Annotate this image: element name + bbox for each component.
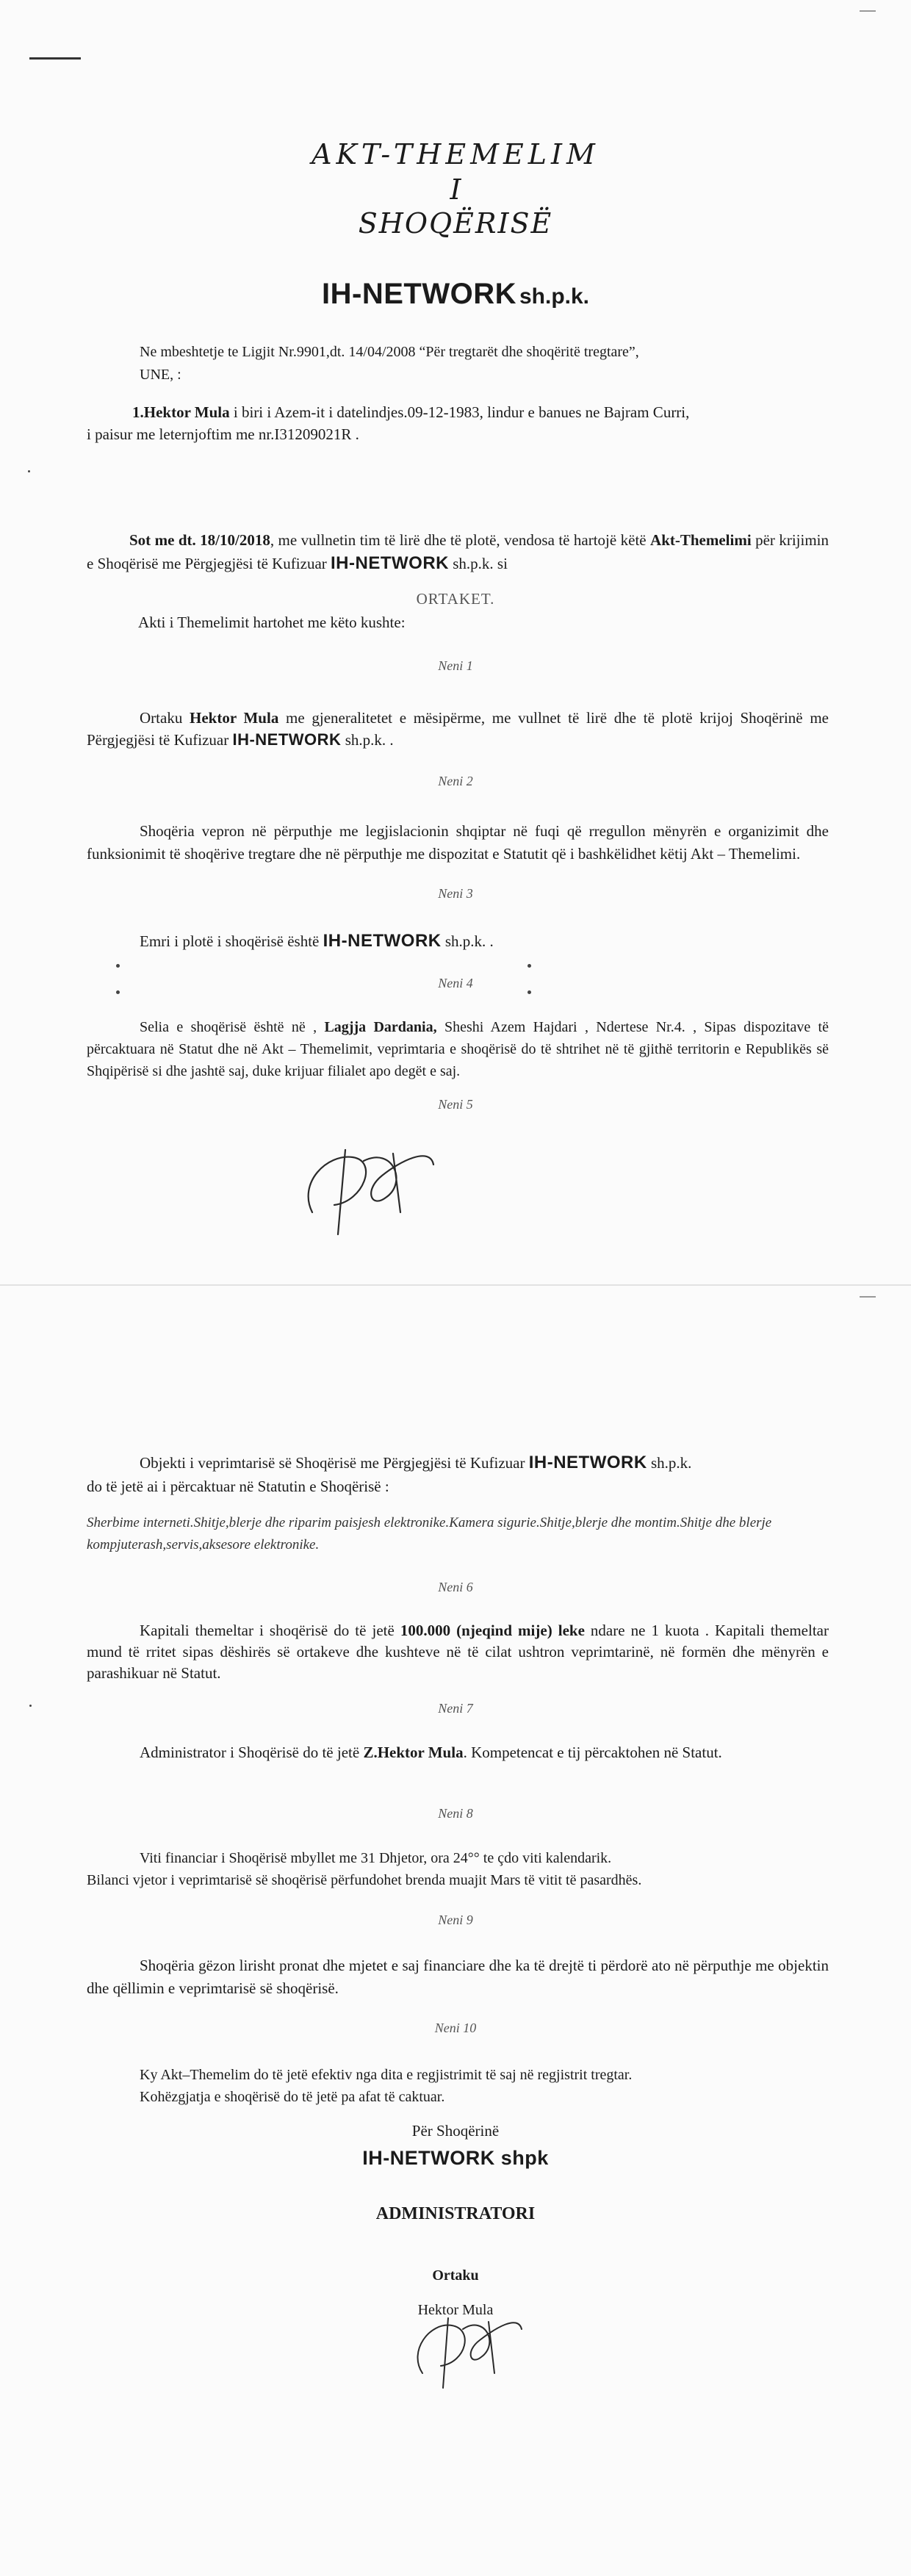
administrator-heading: ADMINISTRATORI xyxy=(375,2204,536,2223)
article-2-label: Neni 2 xyxy=(438,774,473,788)
signature-image xyxy=(400,2300,533,2395)
article-8-text-line2: Bilanci vjetor i veprimtarisë së shoqërisë përfundohet brenda muajit Mars të vitit të pasardhës. xyxy=(87,1872,642,1888)
scan-mark xyxy=(116,964,120,968)
article-9-label: Neni 9 xyxy=(438,1913,473,1927)
document-title-subject: SHOQËRISË xyxy=(358,207,553,240)
article-8-label: Neni 8 xyxy=(438,1806,473,1821)
legal-basis: Ne mbeshtetje te Ligjit Nr.9901,dt. 14/04/2008 “Për tregtarët dhe shoqëritë tregtare”, xyxy=(140,344,639,360)
article-3-label: Neni 3 xyxy=(438,886,473,901)
scan-mark xyxy=(527,990,531,994)
article-7-label: Neni 7 xyxy=(438,1701,473,1716)
article-10-label: Neni 10 xyxy=(434,2021,477,2035)
article-1-text: Ortaku Hektor Mula me gjeneralitetet e mësipërme, me vullnet të lirë dhe të plotë krijoj Shoqërinë me Përgjegjësi të Kufizuar IH-NETWORK sh.p.k. . xyxy=(87,709,829,749)
article-10-text-line2: Kohëzgjatja e shoqërisë do të jetë pa afat të caktuar. xyxy=(140,2089,445,2105)
article-4-label: Neni 4 xyxy=(438,976,473,990)
partner-name: Hektor Mula xyxy=(417,2302,494,2318)
article-6-text: Kapitali themeltar i shoqërisë do të jetë 100.000 (njeqind mije) leke ndare ne 1 kuota . Kapitali themeltar mund të rritet sipas dëshirës së ortakeve dhe kushteve në të cilat ushtron veprimtarinë, në formën dhe mënyrën e parashikuar në Statut. xyxy=(87,1622,829,1682)
decision-paragraph: Sot me dt. 18/10/2018, me vullnetin tim të lirë dhe të plotë, vendosa të hartojë këtë Akt-Themelimi për krijimin e Shoqërisë me Përgjegjësi të Kufizuar IH-NETWORK sh.p.k. si xyxy=(87,531,829,573)
company-shpk: IH-NETWORK shpk xyxy=(362,2147,549,2169)
scan-mark xyxy=(28,470,30,472)
scan-mark xyxy=(860,10,876,12)
document-title-conjunction: I xyxy=(450,173,461,206)
company-heading xyxy=(0,278,911,311)
article-2-text: Shoqëria vepron në përputhje me legjislacionin shqiptar në fuqi që rregullon mënyrën e organizimit dhe funksionimit të shoqërive tregtare dhe në përputhje me dispozitat e Statutit që i bashkëlidhet këtij Akt – Themelimi. xyxy=(87,822,829,863)
founder-details: 1.Hektor Mula i biri i Azem-it i datelindjes.09-12-1983, lindur e banues ne Bajram Curri, i paisur me leternjoftim me nr.I31209021R . xyxy=(87,403,690,443)
for-company-label: Për Shoqërinë xyxy=(411,2122,500,2140)
object-paragraph: Objekti i veprimtarisë së Shoqërisë me Përgjegjësi të Kufizuar IH-NETWORK sh.p.k. do të jetë ai i përcaktuar në Statutin e Shoqërisë : xyxy=(87,1453,692,1495)
signature-image xyxy=(283,1132,459,1242)
article-8-text-line1: Viti financiar i Shoqërisë mbyllet me 31 Dhjetor, ora 24°° te çdo viti kalendarik. xyxy=(140,1850,612,1866)
article-5-label: Neni 5 xyxy=(438,1097,473,1112)
scan-mark xyxy=(116,990,120,994)
article-6-label: Neni 6 xyxy=(438,1580,473,1594)
partners-heading: ORTAKET. xyxy=(416,590,495,608)
article-10-text-line1: Ky Akt–Themelim do të jetë efektiv nga dita e regjistrimit të saj në regjistrit tregtar. xyxy=(140,2067,633,2083)
company-name: IH-NETWORK xyxy=(322,278,516,310)
article-4-text: Selia e shoqërisë është në , Lagjja Dardania, Sheshi Azem Hajdari , Ndertese Nr.4. , Sipas dispozitave të përcaktuara në Statut dhe në Akt – Themelimit, veprimtaria e shoqërisë do të shtrihet në të gjithë territorin e Republikës së Shqipërisë si dhe jashtë saj, duke krijuar filialet apo degët e saj. xyxy=(87,1019,829,1079)
article-1-label: Neni 1 xyxy=(438,658,473,673)
article-3-text: Emri i plotë i shoqërisë është IH-NETWORK sh.p.k. . xyxy=(140,931,494,951)
activities-list: Sherbime interneti.Shitje,blerje dhe riparim paisjesh elektronike.Kamera sigurie.Shitje,blerje dhe montim.Shitje dhe blerje kompjuterash,servis,aksesore elektronike. xyxy=(87,1515,772,1553)
scan-mark xyxy=(527,964,531,968)
document-title: AKT-THEMELIM xyxy=(312,138,599,170)
founder-name: 1.Hektor Mula xyxy=(132,403,230,421)
declarant-label: UNE, : xyxy=(140,367,181,383)
scan-mark xyxy=(860,1296,876,1298)
document-page-1 xyxy=(0,0,911,1286)
company-suffix: sh.p.k. xyxy=(519,284,589,309)
scan-mark xyxy=(29,57,81,60)
partner-heading: Ortaku xyxy=(432,2267,479,2284)
document-page-2 xyxy=(0,1286,911,2576)
conditions-intro: Akti i Themelimit hartohet me këto kushte: xyxy=(138,614,406,631)
article-7-text: Administrator i Shoqërisë do të jetë Z.Hektor Mula. Kompetencat e tij përcaktohen në Statut. xyxy=(140,1744,722,1761)
article-9-text: Shoqëria gëzon lirisht pronat dhe mjetet e saj financiare dhe ka të drejtë ti përdorë ato në përputhje me objektin dhe qëllimin e veprimtarisë së shoqërisë. xyxy=(87,1957,829,1997)
